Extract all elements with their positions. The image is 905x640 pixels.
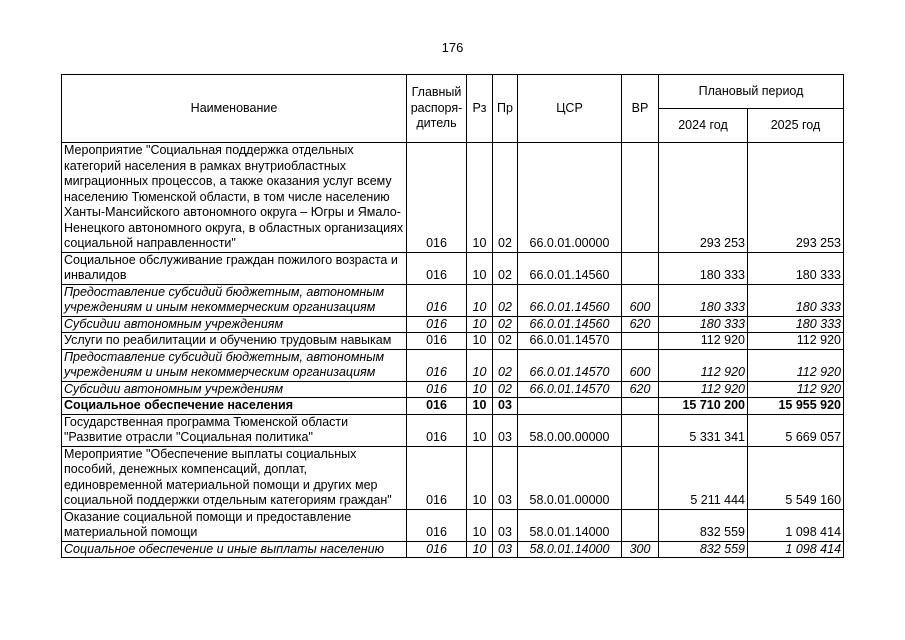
cell-amount-2025: 15 955 920 — [748, 398, 844, 415]
col-header-expense-type: ВР — [622, 75, 659, 143]
table-row — [62, 381, 844, 398]
cell-expense-type — [622, 446, 659, 509]
cell-amount-2025: 5 669 057 — [748, 414, 844, 446]
cell-name: Предоставление субсидий бюджетным, автономным учреждениям и иным некоммерческим организациям — [62, 284, 407, 316]
cell-name: Субсидии автономным учреждениям — [62, 381, 407, 398]
cell-name: Социальное обеспечение населения — [62, 398, 407, 415]
cell-section: 10 — [467, 284, 493, 316]
cell-target-article: 58.0.00.00000 — [518, 414, 622, 446]
cell-section: 10 — [467, 381, 493, 398]
cell-subsection: 03 — [493, 446, 518, 509]
cell-amount-2025: 180 333 — [748, 284, 844, 316]
cell-target-article: 66.0.01.14560 — [518, 316, 622, 333]
cell-manager: 016 — [407, 143, 467, 253]
cell-target-article: 66.0.01.14570 — [518, 349, 622, 381]
col-header-subsection: Пр — [493, 75, 518, 143]
cell-target-article — [518, 398, 622, 415]
cell-expense-type: 600 — [622, 349, 659, 381]
cell-amount-2025: 180 333 — [748, 252, 844, 284]
cell-amount-2024: 5 211 444 — [659, 446, 748, 509]
cell-subsection: 02 — [493, 381, 518, 398]
cell-expense-type — [622, 398, 659, 415]
cell-manager: 016 — [407, 284, 467, 316]
cell-amount-2024: 180 333 — [659, 284, 748, 316]
cell-target-article: 58.0.01.00000 — [518, 446, 622, 509]
table-row — [62, 446, 844, 509]
table-row — [62, 541, 844, 558]
col-header-manager — [407, 75, 467, 143]
cell-amount-2025: 112 920 — [748, 333, 844, 350]
cell-amount-2024: 180 333 — [659, 252, 748, 284]
col-header-manager-line2: распоря- — [410, 100, 463, 115]
cell-section: 10 — [467, 333, 493, 350]
table-row — [62, 414, 844, 446]
cell-name: Предоставление субсидий бюджетным, автономным учреждениям и иным некоммерческим организациям — [62, 349, 407, 381]
cell-subsection: 02 — [493, 284, 518, 316]
cell-amount-2025: 1 098 414 — [748, 509, 844, 541]
cell-expense-type — [622, 509, 659, 541]
table-row — [62, 349, 844, 381]
cell-amount-2024: 112 920 — [659, 381, 748, 398]
cell-expense-type — [622, 333, 659, 350]
cell-subsection: 02 — [493, 252, 518, 284]
cell-expense-type — [622, 252, 659, 284]
table-row — [62, 398, 844, 415]
cell-amount-2024: 5 331 341 — [659, 414, 748, 446]
cell-amount-2024: 112 920 — [659, 349, 748, 381]
cell-section: 10 — [467, 316, 493, 333]
cell-name: Государственная программа Тюменской области "Развитие отрасли "Социальная политика" — [62, 414, 407, 446]
cell-section: 10 — [467, 398, 493, 415]
col-header-name: Наименование — [62, 75, 407, 143]
cell-amount-2025: 112 920 — [748, 381, 844, 398]
cell-target-article: 66.0.01.14560 — [518, 252, 622, 284]
cell-manager: 016 — [407, 333, 467, 350]
cell-target-article: 58.0.01.14000 — [518, 509, 622, 541]
cell-amount-2024: 832 559 — [659, 541, 748, 558]
cell-amount-2025: 1 098 414 — [748, 541, 844, 558]
budget-table — [61, 74, 844, 558]
cell-name: Оказание социальной помощи и предоставление материальной помощи — [62, 509, 407, 541]
table-row — [62, 252, 844, 284]
col-header-section: Рз — [467, 75, 493, 143]
cell-expense-type: 620 — [622, 316, 659, 333]
cell-amount-2024: 180 333 — [659, 316, 748, 333]
cell-manager: 016 — [407, 446, 467, 509]
col-header-target-article: ЦСР — [518, 75, 622, 143]
cell-subsection: 03 — [493, 509, 518, 541]
cell-manager: 016 — [407, 381, 467, 398]
cell-amount-2025: 5 549 160 — [748, 446, 844, 509]
page-number: 176 — [441, 40, 464, 55]
table-row — [62, 143, 844, 253]
cell-section: 10 — [467, 541, 493, 558]
cell-manager: 016 — [407, 541, 467, 558]
cell-section: 10 — [467, 349, 493, 381]
cell-name: Мероприятие "Социальная поддержка отдельных категорий населения в рамках внутриобластных миграционных процессов, а также оказания услуг всему населению Тюменской области, в том числе населению Ханты-Мансийского автономного округа – Югры и Ямало-Ненецкого автономного округа, в областных организациях социальной направленности" — [62, 143, 407, 253]
cell-section: 10 — [467, 252, 493, 284]
cell-manager: 016 — [407, 509, 467, 541]
table-row — [62, 509, 844, 541]
cell-amount-2024: 832 559 — [659, 509, 748, 541]
cell-expense-type: 620 — [622, 381, 659, 398]
col-header-manager-line3: дитель — [416, 116, 457, 131]
cell-section: 10 — [467, 446, 493, 509]
cell-name: Услуги по реабилитации и обучению трудовым навыкам — [62, 333, 407, 350]
cell-subsection: 02 — [493, 316, 518, 333]
cell-subsection: 02 — [493, 333, 518, 350]
cell-name: Социальное обеспечение и иные выплаты населению — [62, 541, 407, 558]
cell-manager: 016 — [407, 316, 467, 333]
cell-target-article: 66.0.01.14570 — [518, 381, 622, 398]
cell-manager: 016 — [407, 252, 467, 284]
col-header-year-2024: 2024 год — [659, 109, 748, 143]
cell-manager: 016 — [407, 414, 467, 446]
cell-subsection: 03 — [493, 398, 518, 415]
cell-expense-type: 600 — [622, 284, 659, 316]
cell-name: Социальное обслуживание граждан пожилого возраста и инвалидов — [62, 252, 407, 284]
col-header-manager-line1: Главный — [411, 85, 462, 100]
cell-subsection: 02 — [493, 143, 518, 253]
cell-section: 10 — [467, 509, 493, 541]
cell-name: Мероприятие "Обеспечение выплаты социальных пособий, денежных компенсаций, доплат, единовременной материальной помощи и других мер социальной поддержки отдельным категориям граждан" — [62, 446, 407, 509]
cell-expense-type — [622, 143, 659, 253]
cell-amount-2024: 15 710 200 — [659, 398, 748, 415]
cell-section: 10 — [467, 143, 493, 253]
cell-target-article: 66.0.01.14570 — [518, 333, 622, 350]
cell-expense-type: 300 — [622, 541, 659, 558]
cell-target-article: 66.0.01.00000 — [518, 143, 622, 253]
cell-name: Субсидии автономным учреждениям — [62, 316, 407, 333]
cell-section: 10 — [467, 414, 493, 446]
cell-manager: 016 — [407, 349, 467, 381]
col-header-planning-period: Плановый период — [659, 75, 844, 109]
cell-target-article: 66.0.01.14560 — [518, 284, 622, 316]
table-row — [62, 316, 844, 333]
cell-subsection: 03 — [493, 414, 518, 446]
cell-amount-2025: 112 920 — [748, 349, 844, 381]
cell-subsection: 02 — [493, 349, 518, 381]
table-row — [62, 333, 844, 350]
col-header-year-2025: 2025 год — [748, 109, 844, 143]
cell-amount-2025: 180 333 — [748, 316, 844, 333]
cell-expense-type — [622, 414, 659, 446]
cell-manager: 016 — [407, 398, 467, 415]
cell-target-article: 58.0.01.14000 — [518, 541, 622, 558]
cell-amount-2024: 112 920 — [659, 333, 748, 350]
table-row — [62, 284, 844, 316]
cell-subsection: 03 — [493, 541, 518, 558]
cell-amount-2024: 293 253 — [659, 143, 748, 253]
cell-amount-2025: 293 253 — [748, 143, 844, 253]
